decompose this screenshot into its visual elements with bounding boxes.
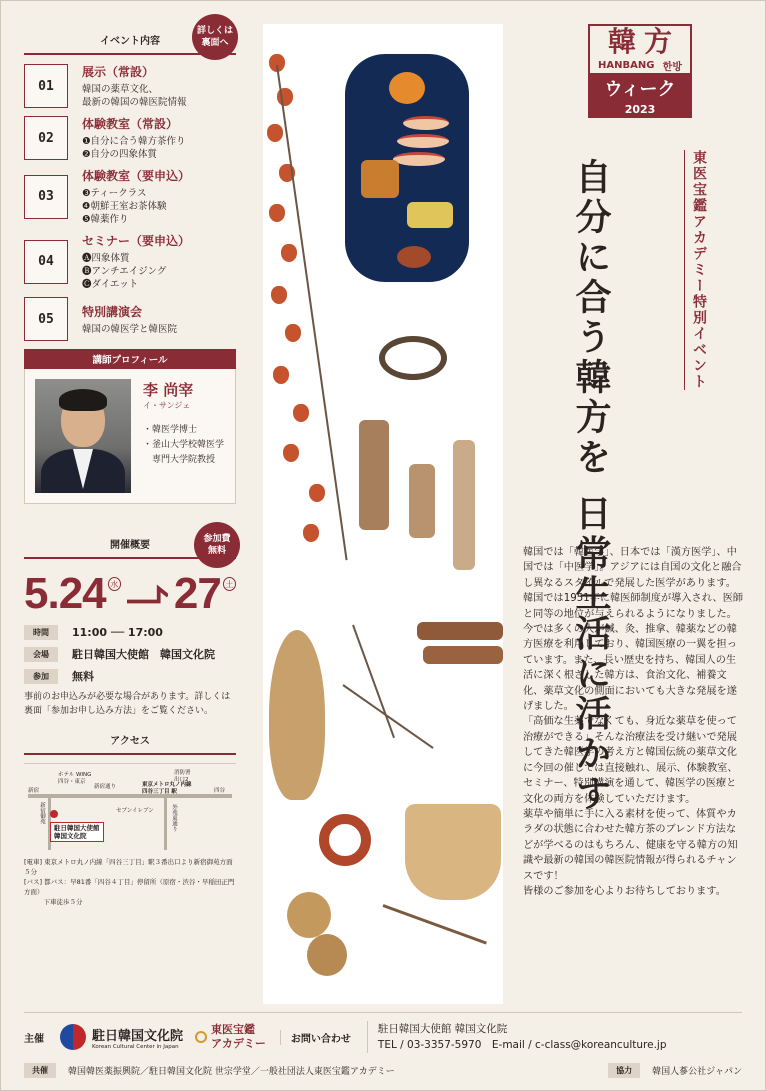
body-paragraph: 皆様のご参加を心よりお待ちしております。: [523, 885, 726, 897]
event-line: ❹朝鮮王室お茶体験: [82, 201, 167, 212]
cinnamon-stick: [423, 646, 503, 664]
profile-line: 専門大学院教授: [143, 455, 216, 465]
event-line: ❷自分の四象体質: [82, 149, 158, 160]
dried-fruit: [287, 892, 331, 938]
herbal-photo-strip: [263, 24, 503, 1004]
location-pin-icon: [50, 810, 58, 818]
cohost-label: 共催: [24, 1063, 56, 1078]
access-map: [24, 763, 236, 853]
event-line: ❸ティークラス: [82, 188, 147, 199]
body-paragraph: 韓国では「韓医学」、日本では「漢方医学」、中国では「中医学」。アジアには自国の文化と融合し異なるスタイルで発展した医学があります。韓国では1951年に韓医師制度が導入され、医師と同等の地位が与えられるようになりました。今では多くの人が鍼、灸、推拿、韓薬などの韓方医療を利用しており、韓国医療の一翼を担っています。また、長い歴史を持ち、韓国人の生活に深く根ざした韓方は、食治文化、補養文化、薬草文化の側面においても大きな発展を遂げました。: [523, 547, 744, 713]
events-heading: イベント内容 詳しくは 裏面へ: [24, 32, 236, 55]
event-title: 体験教室（要申込）: [82, 169, 191, 183]
event-item: [24, 63, 236, 109]
venue-row: [24, 646, 236, 662]
event-dates: [24, 569, 236, 619]
headline-line-2: 日常生活に活かす: [570, 494, 611, 815]
event-number: 04: [24, 240, 68, 284]
event-title: 体験教室（常設）: [82, 117, 179, 131]
organizer-name-en: Korean Cultural Center in Japan: [92, 1043, 179, 1050]
map-label-embassy: 駐日韓国大使館 韓国文化院: [50, 822, 104, 842]
dried-fruit: [307, 934, 347, 976]
registration-note: 事前のお申込みが必要な場合があります。詳しくは裏面「参加お申し込み方法」をご覧ください。: [24, 692, 231, 716]
taegeuk-emblem-icon: [60, 1024, 86, 1050]
event-number: 05: [24, 297, 68, 341]
event-title: 展示（常設）: [82, 65, 155, 79]
event-body: [68, 303, 177, 336]
coop-label: 協力: [608, 1063, 640, 1078]
map-label: 新宿: [28, 788, 40, 794]
event-line: 韓国の韓医学と韓医院: [82, 323, 178, 335]
contact-org: 駐日韓国大使館 韓国文化院: [377, 1023, 508, 1035]
contact-details: TEL / 03-3357-5970 E-mail / c-class@koreanculture.jp: [377, 1039, 667, 1051]
event-line: 韓国の薬草文化、: [82, 84, 159, 95]
event-title: セミナー（要申込）: [82, 234, 191, 248]
profile-line: ・韓医学博士: [143, 425, 198, 435]
access-note: [電車] 東京メトロ丸ノ内線「四谷三丁目」駅３番出口より新宿御苑方面５分: [24, 858, 233, 876]
footer-cohost-row: [24, 1063, 742, 1078]
event-item: [24, 232, 236, 291]
herb-bundle: [359, 420, 389, 530]
fee-value: 無料: [72, 670, 94, 683]
profile-line: ・釜山大学校韓医学: [143, 440, 225, 450]
profile-heading: 講師プロフィール: [24, 349, 236, 369]
lecturer-kana: イ・サンジェ: [143, 401, 191, 410]
end-date: 27: [173, 569, 221, 618]
event-line: 🅑アンチエイジング: [82, 266, 167, 277]
coop-value: 韓国人蔘公社ジャパン: [652, 1067, 742, 1077]
body-paragraph: 薬草や簡単に手に入る素材を使って、体質やカラダの状態に合わせた韓方茶のブレンド方法などが学べるのはもちろん、健康を守る韓方の知識や最新の韓国の韓医院情報が得られるチャンスです！: [523, 808, 738, 882]
time-row: [24, 625, 236, 640]
event-item: [24, 167, 236, 226]
map-label: 消防署 出口2: [174, 770, 191, 783]
event-line: 🅐四象体質: [82, 253, 130, 264]
branch: [352, 625, 395, 738]
inquiry-label: お問い合わせ: [280, 1030, 351, 1045]
event-subtitle: 東医宝鑑アカデミー特別イベント: [684, 150, 709, 390]
ginseng-roots: [405, 804, 501, 900]
tea-tray: [345, 54, 469, 282]
herb-bundle: [453, 440, 475, 570]
map-label: 新宿御苑: [39, 802, 45, 824]
event-item: [24, 115, 236, 161]
profile-info: [131, 379, 224, 493]
logo-bang: 方: [644, 25, 673, 58]
herb-bundle: [409, 464, 435, 538]
event-line: ❶自分に合う韓方茶作り: [82, 136, 186, 147]
branch: [342, 684, 433, 749]
event-number: 01: [24, 64, 68, 108]
event-line: 最新の韓国の韓医院情報: [82, 97, 187, 108]
dried-leaf: [269, 630, 325, 800]
lecturer-name: 李 尚宰: [143, 381, 194, 399]
start-weekday: 水: [108, 577, 121, 591]
event-line: ❺韓薬作り: [82, 214, 129, 225]
access-heading: アクセス: [24, 732, 236, 755]
organizer-logo: [92, 1025, 183, 1050]
profile-card: [24, 369, 236, 504]
time-label: 時間: [24, 625, 58, 640]
details-badge: 詳しくは 裏面へ: [192, 14, 238, 60]
map-label: 東京メトロ丸ノ内線 四谷三丁目 駅: [142, 782, 192, 795]
footer: [24, 1012, 742, 1078]
map-label: 四谷: [214, 788, 226, 794]
flower-wreath: [319, 814, 371, 866]
venue-label: 会場: [24, 647, 58, 662]
event-body: [68, 232, 190, 291]
end-weekday: 土: [223, 577, 236, 591]
event-item: [24, 297, 236, 341]
host-label: 主催: [24, 1033, 44, 1045]
logo-ko: 한방: [662, 62, 682, 73]
events-list: [24, 63, 236, 341]
left-column: [24, 24, 236, 907]
access-note: [バス] 都バス：早81番「四谷４丁目」停留所（原宿・渋谷・早稲田正門方面）: [24, 878, 235, 896]
logo-week-box: [588, 73, 692, 118]
map-label: 新宿通り: [94, 784, 117, 790]
academy-logo: [195, 1023, 266, 1051]
fee-row: [24, 668, 236, 684]
event-title: 特別講演会: [82, 304, 143, 319]
event-body: [68, 115, 186, 161]
body-paragraph: 「高価な生薬でなくても、身近な薬草を使って治療ができる」そんな治療法を受け継いで発展してきた韓医学の考え方と韓国伝統の薬草文化に今回の催しでは直接触れ、展示、体験教室、セミナー、特別講演を通して、韓医学の医療と文化の両方を体験していただけます。: [523, 716, 738, 805]
event-number: 02: [24, 116, 68, 160]
fee-badge: 参加費 無料: [194, 522, 240, 568]
logo-en: HANBANG: [598, 60, 655, 71]
venue-value: 駐日韓国大使館 韓国文化院: [72, 648, 215, 661]
event-number: 03: [24, 175, 68, 219]
organizer-name: 駐日韓国文化院: [92, 1028, 184, 1044]
academy-line1: 東医宝鑑: [211, 1023, 256, 1036]
event-line: 🅒ダイエット: [82, 279, 139, 290]
logo-week: ウィーク: [604, 79, 676, 100]
map-label: セブンイレブン: [116, 808, 154, 814]
academy-line2: アカデミー: [211, 1037, 266, 1050]
root: [382, 904, 486, 944]
logo-subtitle: [588, 58, 692, 73]
access-notes: [24, 857, 236, 907]
cinnamon-stick: [417, 622, 503, 640]
time-value: 11:00 ── 17:00: [72, 626, 163, 639]
logo-han: 韓: [607, 25, 636, 58]
vine-ring: [379, 336, 447, 380]
arrow-icon: [127, 582, 168, 606]
event-body: [68, 167, 190, 226]
event-body: [68, 63, 187, 109]
lecturer-photo: [35, 379, 131, 493]
access-note: 下車徒歩５分: [24, 898, 83, 906]
logo-title: [588, 24, 692, 58]
start-date: 5.24: [24, 569, 106, 618]
overview-heading: 開催概要 参加費 無料: [24, 536, 236, 559]
logo-year: 2023: [624, 103, 656, 116]
hanbang-week-logo: [588, 24, 692, 128]
contact-info: [367, 1021, 667, 1053]
cohost-value: 韓国韓医薬振興院／駐日韓国文化院 世宗学堂／一般社団法人東医宝鑑アカデミー: [68, 1067, 395, 1077]
body-text: [523, 545, 745, 899]
headline-line-1: 自分に合う韓方を: [570, 158, 611, 478]
map-label: ホテル WING 四谷・東京: [58, 772, 92, 785]
footer-host-row: [24, 1017, 742, 1057]
academy-icon: [195, 1031, 207, 1043]
map-label: 外苑東通り: [171, 804, 177, 832]
fee-label: 参加: [24, 669, 58, 684]
